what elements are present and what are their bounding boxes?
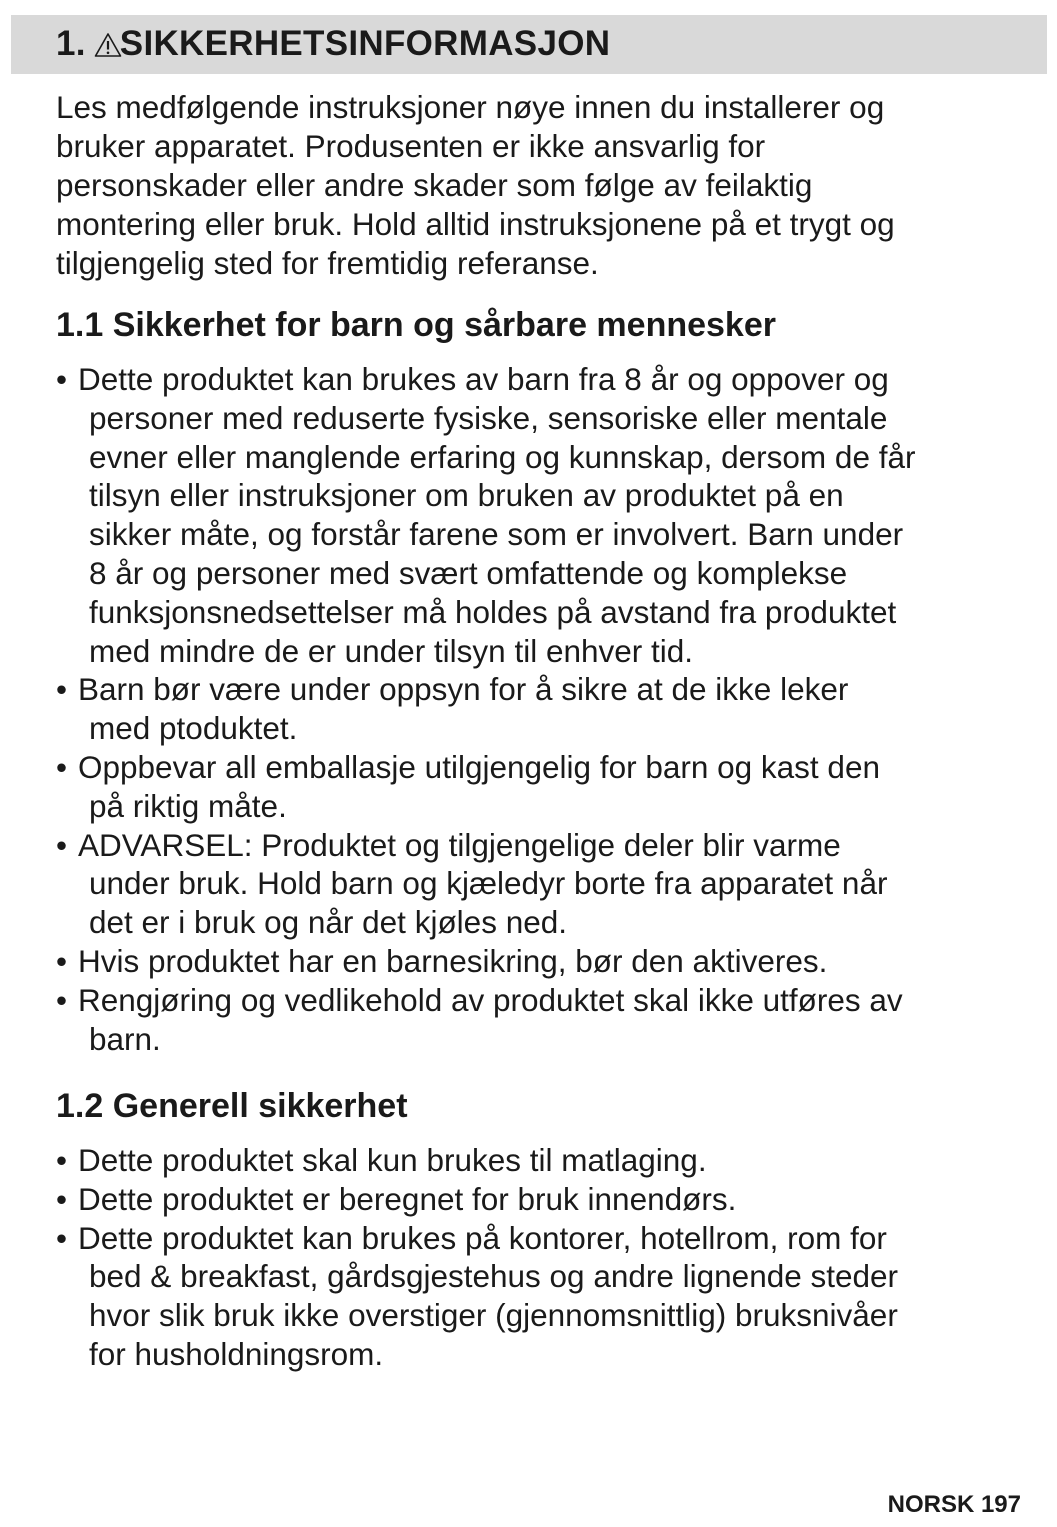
subsection-title-general-safety: 1.2 Generell sikkerhet: [56, 1087, 408, 1125]
bullet-line: under bruk. Hold barn og kjæledyr borte fra apparatet når: [89, 865, 888, 902]
section-number: 1.: [56, 24, 86, 63]
intro-line: Les medfølgende instruksjoner nøye innen du installerer og: [56, 89, 885, 125]
bullet-line: hvor slik bruk ikke overstiger (gjennomsnittlig) bruksnivåer: [89, 1297, 898, 1334]
bullet-line: personer med reduserte fysiske, sensoriske eller mentale: [89, 399, 888, 436]
bullet-item: [56, 1219, 1051, 1374]
bullet-marker: •: [56, 748, 68, 785]
bullet-line: med mindre de er under tilsyn til enhver tid.: [89, 632, 694, 669]
bullet-line: Dette produktet kan brukes av barn fra 8 år og oppover og: [78, 361, 889, 397]
footer-language: NORSK: [887, 1491, 975, 1518]
bullet-line: Dette produktet kan brukes på kontorer, hotellrom, rom for: [78, 1219, 887, 1256]
bullet-item: [56, 981, 1051, 1059]
bullet-line: Barn bør være under oppsyn for å sikre at de ikke leker: [78, 671, 849, 708]
warning-triangle-icon: [94, 32, 122, 58]
intro-line: bruker apparatet. Produsenten er ikke ansvarlig for: [56, 128, 766, 164]
page-footer: [888, 1490, 1021, 1520]
bullet-line: evner eller manglende erfaring og kunnskap, dersom de får: [89, 438, 916, 475]
bullet-item: [56, 942, 1051, 981]
intro-paragraph: [56, 88, 1046, 283]
intro-line: tilgjengelig sted for fremtidig referanse.: [56, 245, 599, 281]
bullet-marker: •: [56, 1180, 68, 1217]
section-title-text: SIKKERHETSINFORMASJON: [119, 24, 611, 63]
bullet-marker: •: [56, 671, 68, 708]
child-safety-bullet-list: [56, 360, 1051, 1058]
bullet-line: Dette produktet er beregnet for bruk innendørs.: [78, 1180, 737, 1217]
bullet-line: tilsyn eller instruksjoner om bruken av produktet på en: [89, 477, 844, 514]
bullet-line: Dette produktet skal kun brukes til matlaging.: [78, 1142, 707, 1178]
bullet-line: ADVARSEL: Produktet og tilgjengelige deler blir varme: [78, 826, 841, 863]
bullet-line: bed & breakfast, gårdsgjestehus og andre lignende steder: [89, 1258, 899, 1295]
bullet-line: 8 år og personer med svært omfattende og komplekse: [89, 554, 848, 591]
bullet-line: på riktig måte.: [89, 787, 287, 824]
intro-line: montering eller bruk. Hold alltid instruksjonene på et trygt og: [56, 206, 895, 242]
bullet-item: [56, 826, 1051, 942]
bullet-item: [56, 1180, 1051, 1219]
bullet-marker: •: [56, 826, 68, 863]
bullet-item: [56, 670, 1051, 748]
bullet-line: med ptoduktet.: [89, 710, 298, 747]
bullet-item: [56, 748, 1051, 826]
bullet-line: funksjonsnedsettelser må holdes på avstand fra produktet: [89, 593, 897, 630]
footer-page-number: 197: [980, 1491, 1021, 1518]
intro-line: personskader eller andre skader som følge av feilaktig: [56, 167, 813, 203]
bullet-line: Hvis produktet har en barnesikring, bør den aktiveres.: [78, 942, 828, 979]
bullet-marker: •: [56, 1219, 68, 1256]
bullet-marker: •: [56, 361, 68, 397]
bullet-line: sikker måte, og forstår farene som er involvert. Barn under: [89, 516, 904, 553]
bullet-marker: •: [56, 981, 68, 1018]
bullet-marker: •: [56, 942, 68, 979]
subsection-title-child-safety: 1.1 Sikkerhet for barn og sårbare mennesker: [56, 306, 776, 344]
bullet-item: [56, 360, 1051, 670]
bullet-line: det er i bruk og når det kjøles ned.: [89, 904, 568, 941]
page-title: [56, 22, 610, 66]
bullet-line: Oppbevar all emballasje utilgjengelig for barn og kast den: [78, 748, 880, 785]
general-safety-bullet-list: [56, 1141, 1051, 1374]
bullet-line: Rengjøring og vedlikehold av produktet skal ikke utføres av: [78, 981, 903, 1018]
bullet-line: barn.: [89, 1020, 161, 1057]
bullet-line: for husholdningsrom.: [89, 1335, 384, 1372]
bullet-item: [56, 1141, 1051, 1180]
bullet-marker: •: [56, 1142, 68, 1178]
